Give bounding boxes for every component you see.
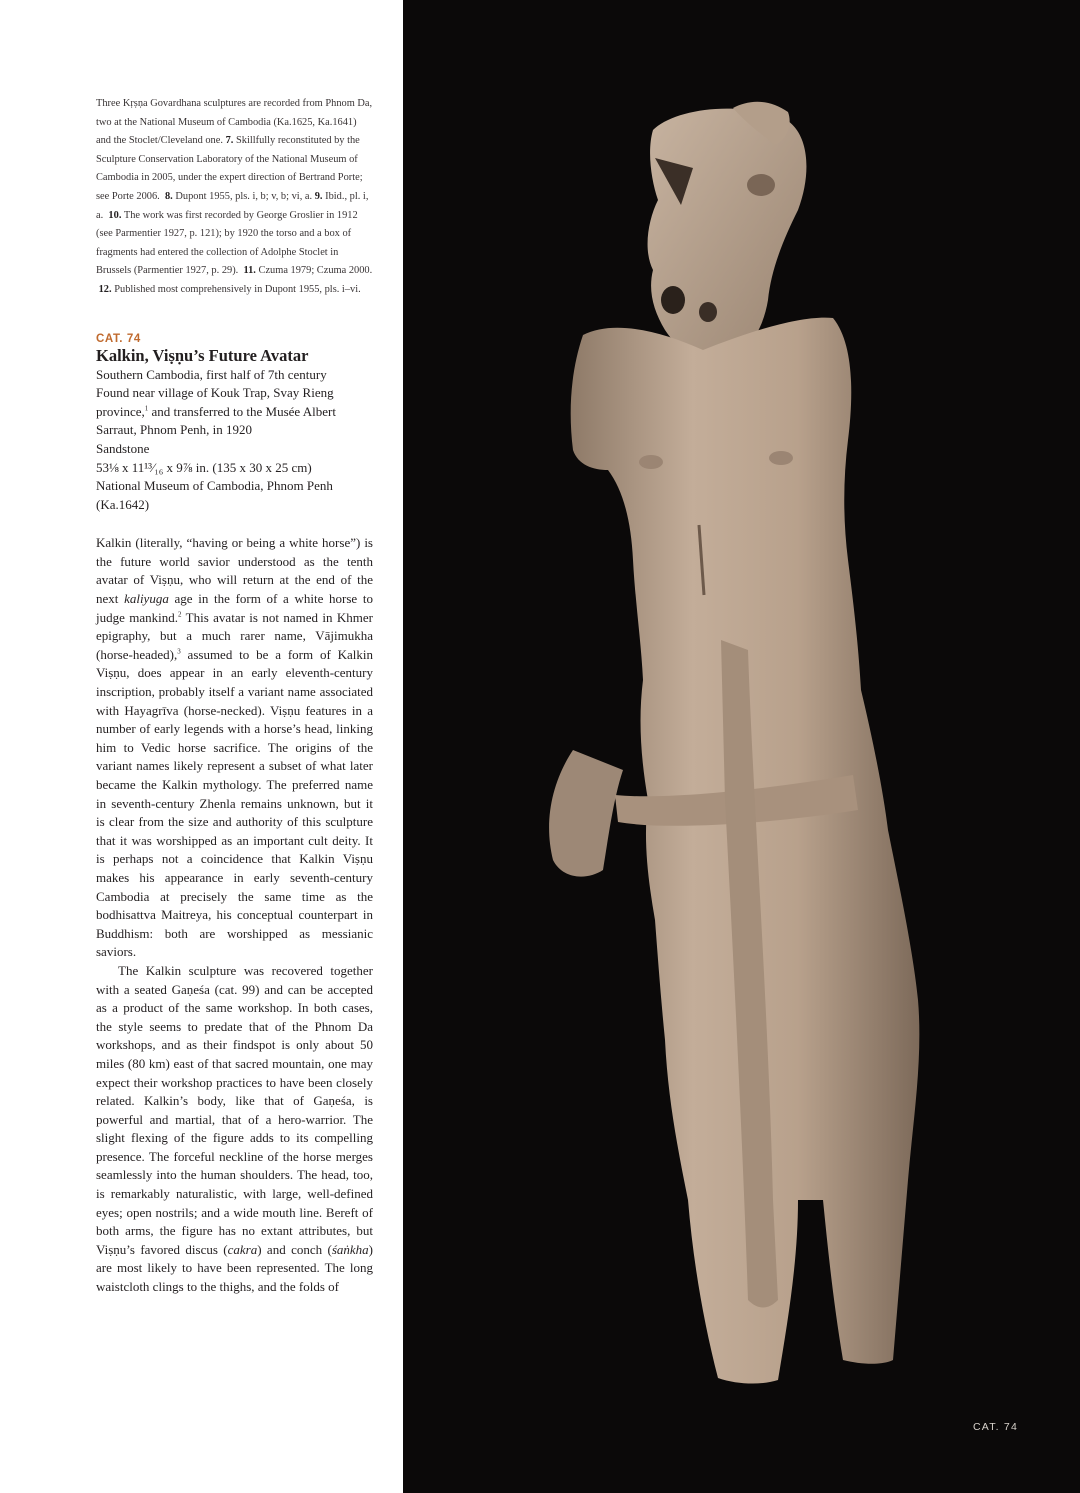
- essay-text: The Kalkin sculpture was recovered together with a seated Gaṇeśa (cat. 99) and can be accepted as a product of the same workshop. In both cases, the style seems to predate that of the Phnom Da workshops, and as their findspot is only about 50 miles (80 km) east of that sacred mountain, one may expect their workshop practices to have been closely related. Kalkin’s body, like that of Gaṇeśa, is powerful and martial, that of a hero-warrior. The slight flexing of the figure adds to its compelling presence. The forceful neckline of the horse merges seamlessly into the human shoulders. The head, too, is remarkably naturalistic, with large, well-defined eyes; open nostrils; and a wide mouth line. Bereft of both arms, the figure has no extant attributes, but Viṣṇu’s favored discus (: [96, 962, 373, 1257]
- catalogue-number: CAT. 74: [96, 332, 141, 345]
- kalkin-sculpture-image: [403, 0, 1080, 1493]
- text-column: [96, 95, 373, 1297]
- waistcloth-drape: [549, 750, 623, 877]
- note-11: Czuma 1979; Czuma 2000.: [258, 265, 373, 277]
- essay-text: Kalkin (literally, “having or being a white horse”) is the future world savior understood as the tenth avatar of Viṣṇu, who will return at the end of the next: [96, 535, 373, 607]
- footnote-ref-3: 3: [177, 647, 181, 656]
- note-10-number: 10.: [108, 209, 122, 221]
- horse-nostril-right: [699, 302, 717, 322]
- provenance-text-continued: and transferred to the Musée Albert Sarraut, Phnom Penh, in 1920: [96, 403, 336, 438]
- note-7-number: 7.: [225, 135, 234, 147]
- footnote-ref-2: 2: [178, 610, 182, 619]
- note-8: Dupont 1955, pls. i, b; v, b; vi, a.: [175, 190, 313, 202]
- sculpture-photograph: [403, 0, 1080, 1493]
- term-kaliyuga: kaliyuga: [124, 591, 169, 607]
- note-9: Ibid., pl. i, a.: [96, 190, 369, 221]
- note-8-number: 8.: [164, 190, 173, 202]
- term-sankha: śaṅkha: [331, 1241, 369, 1257]
- note-9-number: 9.: [314, 190, 323, 202]
- term-cakra: cakra: [227, 1241, 258, 1257]
- footnote-ref-1: 1: [144, 404, 149, 413]
- object-metadata: [96, 366, 373, 515]
- page-catalogue-label: CAT. 74: [973, 1421, 1018, 1433]
- endnotes: [96, 95, 373, 300]
- object-collection: National Museum of Cambodia, Phnom Penh: [96, 478, 333, 494]
- catalogue-title: Kalkin, Viṣṇu’s Future Avatar: [96, 345, 309, 365]
- object-origin: Southern Cambodia, first half of 7th century: [96, 366, 327, 382]
- object-provenance: [96, 384, 373, 440]
- object-accession: (Ka.1642): [96, 496, 150, 512]
- essay-text: This avatar is not named in Khmer epigraphy, but a much rarer name, Vājimukha (horse-headed),: [96, 609, 373, 662]
- horse-head: [648, 109, 807, 361]
- essay-text: assumed to be a form of Kalkin Viṣṇu, does appear in an early eleventh-century inscription, probably itself a variant name associated with Hayagrīva (horse-necked). Viṣṇu features in a number of early legends with a horse’s head, linking him to Vedic horse sacrifice. The origins of the variant names likely represent a subset of what later became the Kalkin mythology. The preferred name in seventh-century Zhenla remains unknown, but it is clear from the size and authority of this sculpture that it was worshipped as an important cult deity. It is perhaps not a coincidence that Kalkin Viṣṇu makes his appearance in early seventh-century Cambodia at precisely the same time as the bodhisattva Maitreya, his conceptual counterpart in Buddhism: both are worshipped as messianic saviors.: [96, 646, 373, 960]
- essay-text: ) are most likely to have been represented. The long waistcloth clings to the thighs, and the folds of: [96, 1241, 373, 1295]
- chest-left: [639, 455, 663, 469]
- provenance-text: Found near village of Kouk Trap, Svay Rieng province,: [96, 385, 334, 419]
- essay-text: ) and conch (: [257, 1241, 332, 1257]
- note-6-tail: Three Kṛṣṇa Govardhana sculptures are recorded from Phnom Da, two at the National Museum of Cambodia (Ka.1625, Ka.1641) and the Stoclet/Cleveland one.: [96, 98, 373, 147]
- note-12-number: 12.: [98, 283, 112, 295]
- note-10: The work was first recorded by George Groslier in 1912 (see Parmentier 1927, p. 121); by 1920 the torso and a box of fragments had entered the collection of Adolphe Stoclet in Brussels (Parmentier 1927, p. 29).: [96, 209, 358, 277]
- chest-right: [769, 451, 793, 465]
- endnotes-paragraph: [96, 95, 373, 300]
- note-12: Published most comprehensively in Dupont 1955, pls. i–vi.: [114, 283, 361, 295]
- note-11-number: 11.: [243, 265, 256, 277]
- essay-paragraph-1: [96, 534, 373, 962]
- essay-text: age in the form of a white horse to judge mankind.: [96, 591, 373, 625]
- horse-nostril: [661, 286, 685, 314]
- object-material: Sandstone: [96, 440, 150, 456]
- object-dimensions: 53⅛ x 11¹³⁄₁₆ x 9⅞ in. (135 x 30 x 25 cm): [96, 459, 312, 475]
- horse-eye: [747, 174, 775, 196]
- note-7: Skillfully reconstituted by the Sculpture Conservation Laboratory of the National Museum of Cambodia in 2005, under the expert direction of Bertrand Porte; see Porte 2006.: [96, 135, 363, 202]
- essay-body: [96, 534, 373, 1296]
- essay-paragraph-2: [96, 962, 373, 1297]
